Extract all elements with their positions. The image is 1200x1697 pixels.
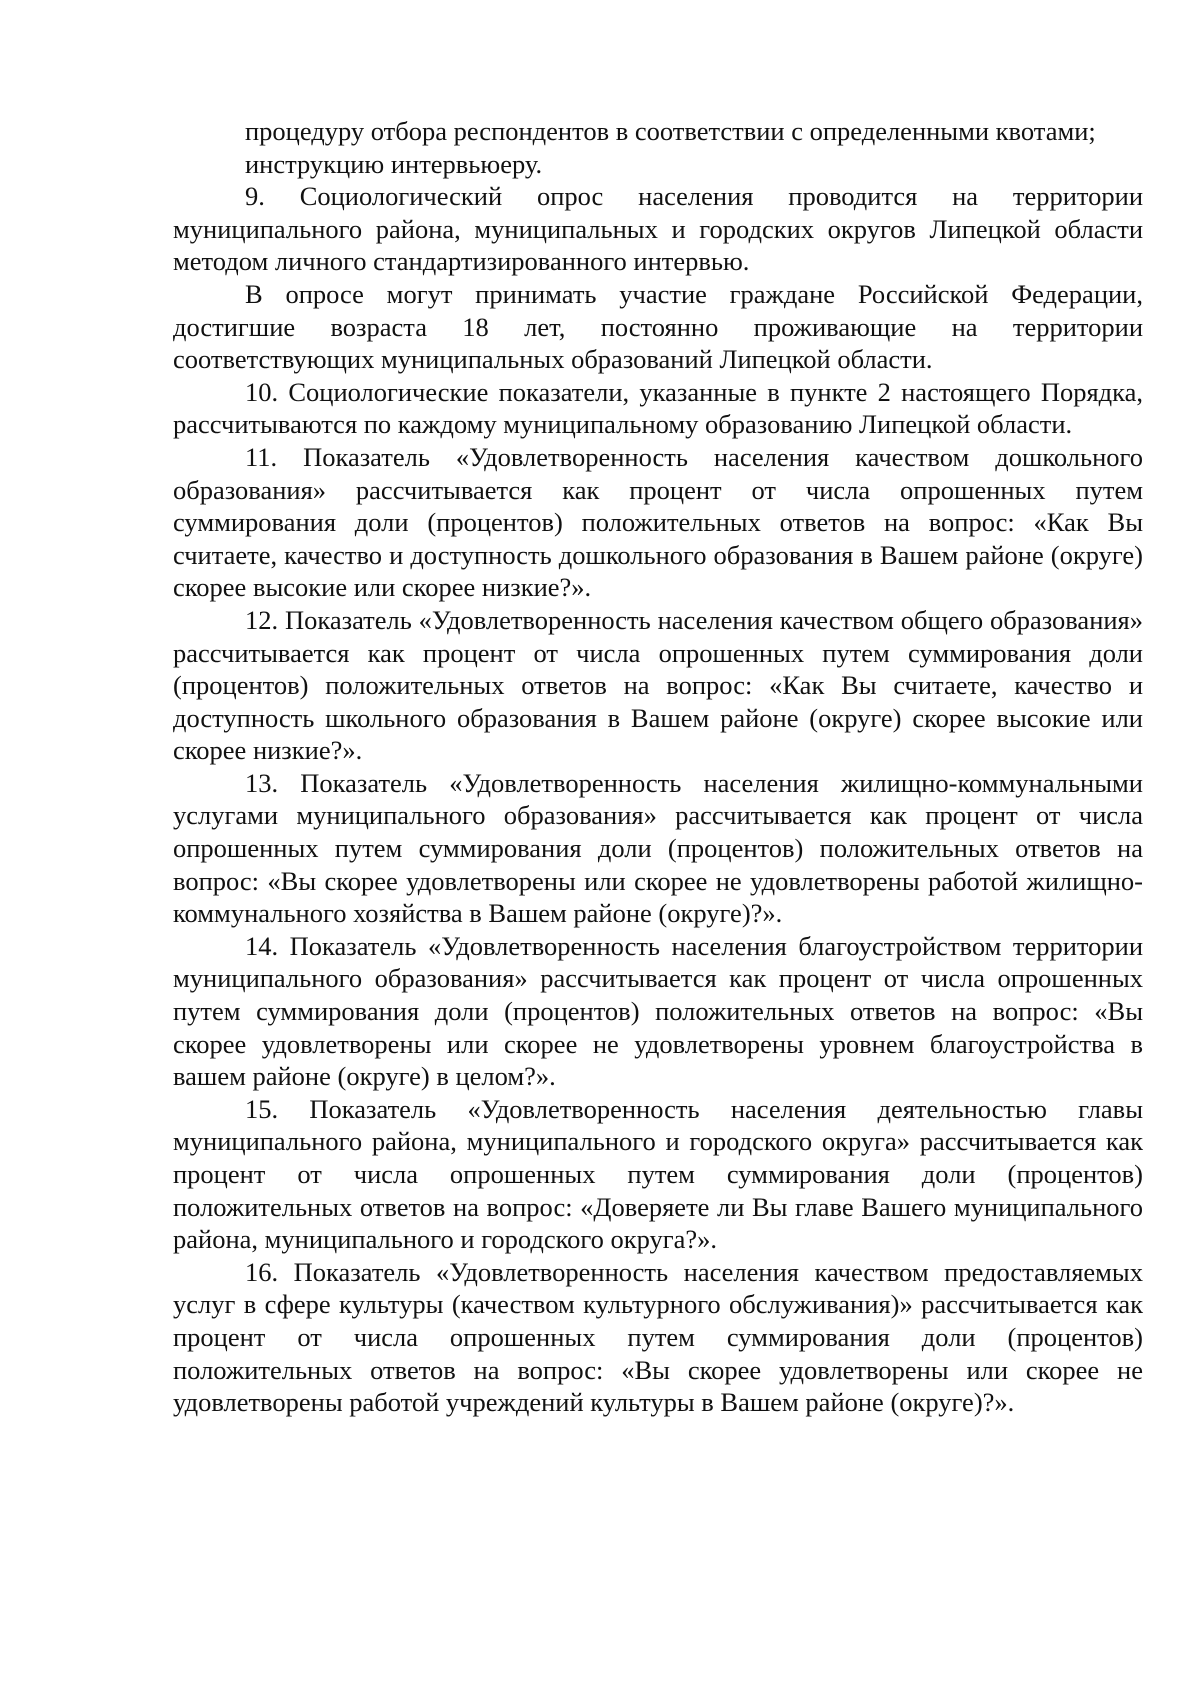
paragraph-item-15: 15. Показатель «Удовлетворенность населения деятельностью главы муниципального района, муниципального и городского округа» рассчитывается как процент от числа опрошенных путем суммирования доли (процентов) положительных ответов на вопрос: «Доверяете ли Вы главе Вашего муниципального района, муниципального и городского округа?». — [173, 1093, 1143, 1255]
paragraph-item-9: 9. Социологический опрос населения проводится на территории муниципального района, муниципальных и городских округов Липецкой области методом личного стандартизированного интервью. — [173, 181, 1143, 277]
paragraph-item-14: 14. Показатель «Удовлетворенность населения благоустройством территории муниципального образования» рассчитывается как процент от числа опрошенных путем суммирования доли (процентов) положительных ответов на вопрос: «Вы скорее удовлетворены или скорее не удовлетворены уровнем благоустройства в вашем районе (округе) в целом?». — [173, 930, 1143, 1092]
paragraph-item-11: 11. Показатель «Удовлетворенность населения качеством дошкольного образования» рассчитывается как процент от числа опрошенных путем суммирования доли (процентов) положительных ответов на вопрос: «Как Вы считаете, качество и доступность дошкольного образования в Вашем районе (округе) скорее высокие или скорее низкие?». — [173, 441, 1143, 603]
paragraph-item-16: 16. Показатель «Удовлетворенность населения качеством предоставляемых услуг в сфере культуры (качеством культурного обслуживания)» рассчитывается как процент от числа опрошенных путем суммирования доли (процентов) положительных ответов на вопрос: «Вы скорее удовлетворены или скорее не удовлетворены работой учреждений культуры в Вашем районе (округе)?». — [173, 1256, 1143, 1418]
paragraph-item-10: 10. Социологические показатели, указанные в пункте 2 настоящего Порядка, рассчитываются по каждому муниципальному образованию Липецкой области. — [173, 376, 1143, 440]
paragraph-quota-procedure: процедуру отбора респондентов в соответствии с определенными квотами; — [245, 116, 1096, 146]
paragraph-item-12: 12. Показатель «Удовлетворенность населения качеством общего образования» рассчитывается как процент от числа опрошенных путем суммирования доли (процентов) положительных ответов на вопрос: «Как Вы считаете, качество и доступность школьного образования в Вашем районе (округе) скорее высокие или скорее низкие?». — [173, 604, 1143, 766]
paragraph-interviewer-instruction: инструкцию интервьюеру. — [245, 148, 543, 179]
document-body — [173, 115, 1143, 1419]
paragraph-item-13: 13. Показатель «Удовлетворенность населения жилищно-коммунальными услугами муниципального образования» рассчитывается как процент от числа опрошенных путем суммирования доли (процентов) положительных ответов на вопрос: «Вы скорее удовлетворены или скорее не удовлетворены работой жилищно-коммунального хозяйства в Вашем районе (округе)?». — [173, 767, 1143, 929]
paragraph-item-9-participants: В опросе могут принимать участие граждане Российской Федерации, достигшие возраста 18 лет, постоянно проживающие на территории соответствующих муниципальных образований Липецкой области. — [173, 278, 1143, 375]
